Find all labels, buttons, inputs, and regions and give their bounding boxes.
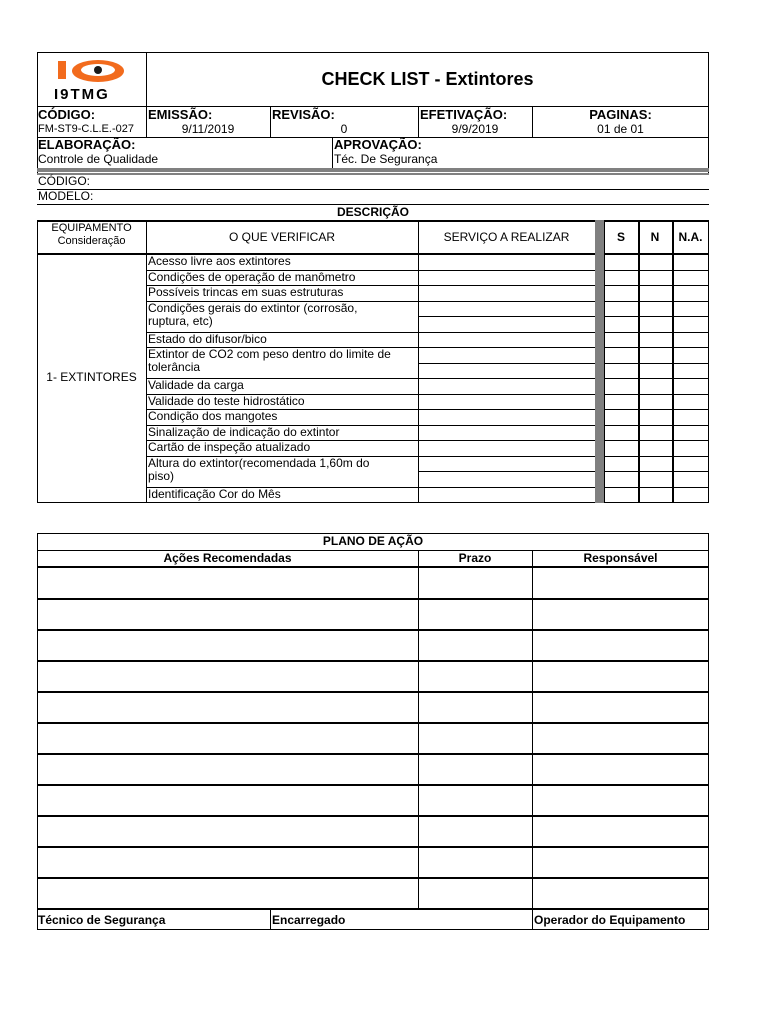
revisao-value: 0 — [340, 122, 348, 136]
checklist-item-text: Identificação Cor do Mês — [148, 486, 281, 501]
divider — [37, 189, 709, 190]
elaboracao-label: ELABORAÇÃO: — [38, 137, 136, 152]
plano-row-divider — [37, 877, 709, 879]
aprovacao-label: APROVAÇÃO: — [334, 137, 422, 152]
divider — [418, 363, 595, 364]
checklist-row — [146, 285, 595, 301]
plano-row-divider — [37, 660, 709, 662]
checklist-item-text: Validade da carga — [148, 378, 244, 392]
divider — [672, 409, 709, 410]
divider — [672, 347, 709, 348]
checklist-item-text: Acesso livre aos extintores — [148, 254, 291, 268]
divider — [37, 908, 709, 910]
checklist-row — [146, 440, 595, 456]
checklist-item-text-cont: tolerância — [148, 360, 201, 374]
checklist-row — [146, 487, 595, 503]
divider — [672, 220, 674, 503]
divider — [37, 566, 709, 568]
divider — [672, 425, 709, 426]
col-prazo: Prazo — [458, 551, 492, 565]
col-acoes: Ações Recomendadas — [163, 551, 292, 565]
divider — [270, 908, 271, 930]
divider — [638, 316, 672, 317]
divider — [638, 285, 672, 286]
divider — [604, 456, 638, 457]
emissao-label: EMISSÃO: — [148, 107, 213, 122]
divider — [604, 301, 638, 302]
tecnico-label: Técnico de Segurança — [38, 913, 166, 927]
operador-label: Operador do Equipamento — [534, 913, 686, 927]
revisao-label: REVISÃO: — [272, 107, 335, 122]
separator-bar — [37, 173, 709, 175]
plano-title: PLANO DE AÇÃO — [322, 534, 424, 548]
divider — [638, 301, 672, 302]
plano-row-divider — [37, 846, 709, 848]
col-equipamento: EQUIPAMENTO — [51, 222, 132, 234]
divider — [672, 456, 709, 457]
checklist-item-text: Possíveis trincas em suas estruturas — [148, 285, 344, 299]
page-title: CHECK LIST - Extintores — [321, 69, 534, 89]
descricao-heading: DESCRIÇÃO — [336, 205, 409, 219]
divider — [604, 394, 638, 395]
plano-row-divider — [37, 629, 709, 631]
divider — [532, 908, 533, 930]
checklist-item-text: Altura do extintor(recomendada 1,60m do — [148, 455, 370, 470]
col-responsavel: Responsável — [583, 551, 658, 565]
divider — [672, 316, 709, 317]
paginas-label: PAGINAS: — [589, 107, 652, 122]
plano-frame — [37, 533, 709, 930]
divider — [604, 425, 638, 426]
divider — [638, 220, 640, 503]
divider — [418, 471, 595, 472]
divider — [604, 363, 638, 364]
divider — [604, 270, 638, 271]
divider — [638, 270, 672, 271]
paginas-value: 01 de 01 — [597, 122, 644, 136]
checklist-row — [146, 378, 595, 394]
checklist-row — [146, 254, 595, 270]
divider — [672, 332, 709, 333]
col-s: S — [616, 230, 625, 244]
divider — [638, 378, 672, 379]
divider — [638, 409, 672, 410]
plano-row-divider — [37, 753, 709, 755]
divider — [418, 316, 595, 317]
checklist-item-text-cont: ruptura, etc) — [148, 313, 213, 328]
checklist-item-text: Condições de operação de manômetro — [148, 269, 356, 284]
equipment-label: 1- EXTINTORES — [46, 370, 137, 384]
checklist-row — [146, 425, 595, 441]
divider — [332, 137, 333, 169]
checklist-item-text: Validade do teste hidrostático — [148, 393, 305, 408]
divider — [418, 550, 419, 908]
col-consideracao: Consideração — [57, 235, 126, 247]
modelo-label: MODELO: — [38, 189, 94, 203]
codigo-value: FM-ST9-C.L.E.-027 — [38, 123, 134, 135]
encarregado-label: Encarregado — [272, 913, 346, 927]
divider — [672, 440, 709, 441]
divider — [672, 471, 709, 472]
checklist-row — [146, 394, 595, 410]
divider — [672, 270, 709, 271]
divider — [604, 332, 638, 333]
company-logo — [50, 55, 132, 103]
divider — [638, 363, 672, 364]
divider — [638, 347, 672, 348]
col-o-que-verificar: O QUE VERIFICAR — [228, 230, 335, 244]
divider — [604, 220, 605, 503]
divider — [638, 487, 672, 488]
checklist-row — [146, 270, 595, 286]
checklist-item-text: Condição dos mangotes — [148, 409, 278, 423]
divider — [672, 394, 709, 395]
divider — [672, 378, 709, 379]
separator-bar — [37, 168, 709, 172]
checklist-item-text: Condições gerais do extintor (corrosão, — [148, 300, 358, 315]
divider — [604, 316, 638, 317]
divider — [638, 425, 672, 426]
checklist-item-text: Extintor de CO2 com peso dentro do limite de — [148, 347, 391, 361]
divider — [672, 301, 709, 302]
checklist-item-text: Cartão de inspeção atualizado — [148, 440, 311, 454]
plano-row-divider — [37, 722, 709, 724]
divider — [672, 487, 709, 488]
col-na: N.A. — [678, 230, 703, 244]
divider — [672, 285, 709, 286]
divider — [604, 285, 638, 286]
divider — [672, 363, 709, 364]
divider — [604, 487, 638, 488]
logo-text: I9TMG — [54, 86, 110, 103]
codigo2-label: CÓDIGO: — [38, 174, 91, 188]
col-servico: SERVIÇO A REALIZAR — [443, 230, 570, 244]
divider — [638, 394, 672, 395]
col-n: N — [650, 230, 660, 244]
plano-row-divider — [37, 691, 709, 693]
emissao-value: 9/11/2019 — [181, 122, 235, 136]
aprovacao-value: Téc. De Segurança — [334, 152, 438, 166]
codigo-label: CÓDIGO: — [38, 107, 96, 122]
divider — [638, 332, 672, 333]
divider — [532, 550, 533, 908]
divider — [604, 440, 638, 441]
divider — [604, 471, 638, 472]
plano-row-divider — [37, 815, 709, 817]
elaboracao-value: Controle de Qualidade — [38, 152, 159, 166]
gray-column — [595, 220, 604, 503]
plano-row-divider — [37, 598, 709, 600]
divider — [638, 456, 672, 457]
divider — [604, 409, 638, 410]
checklist-item-text: Estado do difusor/bico — [148, 331, 267, 346]
checklist-row — [146, 409, 595, 425]
divider — [638, 471, 672, 472]
plano-row-divider — [37, 784, 709, 786]
checklist-item-text: Sinalização de indicação do extintor — [148, 424, 340, 439]
divider — [638, 440, 672, 441]
checklist-item-text-cont: piso) — [148, 468, 175, 483]
efetivacao-value: 9/9/2019 — [451, 122, 499, 136]
checklist-row — [146, 332, 595, 348]
divider — [604, 378, 638, 379]
divider — [604, 347, 638, 348]
efetivacao-label: EFETIVAÇÃO: — [420, 107, 508, 122]
